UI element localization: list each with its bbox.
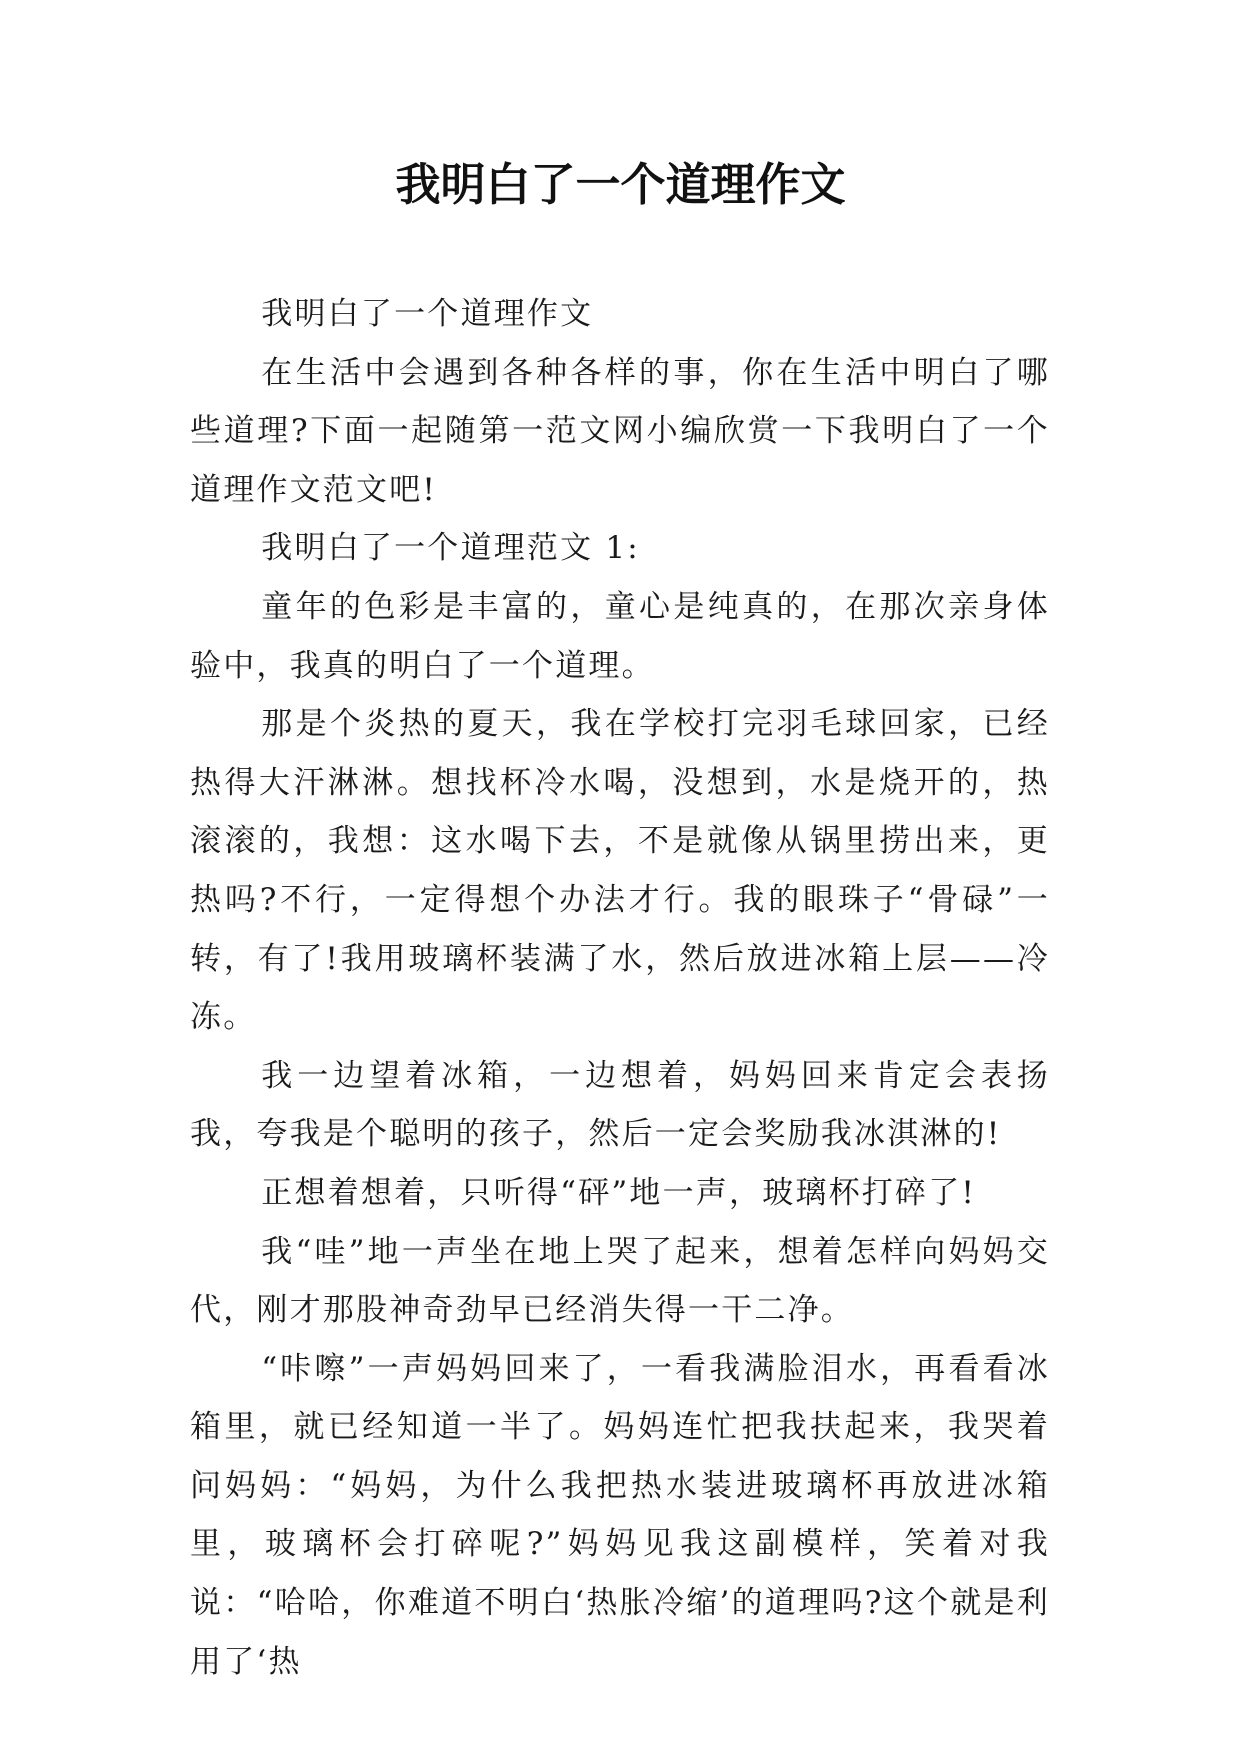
paragraph: 我明白了一个道理范文 1: [261, 530, 640, 567]
paragraph: 那是个炎热的夏天，我在学校打完羽毛球回家，已经热得大汗淋淋。想找杯冷水喝，没想到，水是烧开的，热滚滚的，我想：这水喝下去，不是就像从锅里捞出来，更热吗?不行，一定得想个办法才行。我的眼珠子“骨碌”一转，有了!我用玻璃杯装满了水，然后放进冰箱上层——冷冻。 [190, 706, 1050, 1036]
paragraph: 我一边望着冰箱，一边想着，妈妈回来肯定会表扬我，夸我是个聪明的孩子，然后一定会奖励我冰淇淋的! [190, 1057, 1050, 1153]
paragraph: 童年的色彩是丰富的，童心是纯真的，在那次亲身体验中，我真的明白了一个道理。 [190, 588, 1050, 684]
paragraph: 正想着想着，只听得“砰”地一声，玻璃杯打碎了! [261, 1174, 977, 1211]
paragraph: “咔嚓”一声妈妈回来了，一看我满脸泪水，再看看冰箱里，就已经知道一半了。妈妈连忙把我扶起来，我哭着问妈妈：“妈妈，为什么我把热水装进玻璃杯再放进冰箱里，玻璃杯会打碎呢?”妈妈见我这副模样，笑着对我说：“哈哈，你难道不明白‘热胀冷缩’的道理吗?这个就是利用了‘热 [190, 1350, 1050, 1680]
paragraph: 我“哇”地一声坐在地上哭了起来，想着怎样向妈妈交代，刚才那股神奇劲早已经消失得一干二净。 [190, 1233, 1050, 1329]
paragraph: 在生活中会遇到各种各样的事，你在生活中明白了哪些道理?下面一起随第一范文网小编欣赏一下我明白了一个道理作文范文吧! [190, 354, 1050, 508]
document-title: 我明白了一个道理作文 [395, 158, 846, 211]
document-body [190, 285, 1050, 1691]
paragraph: 我明白了一个道理作文 [261, 296, 594, 332]
